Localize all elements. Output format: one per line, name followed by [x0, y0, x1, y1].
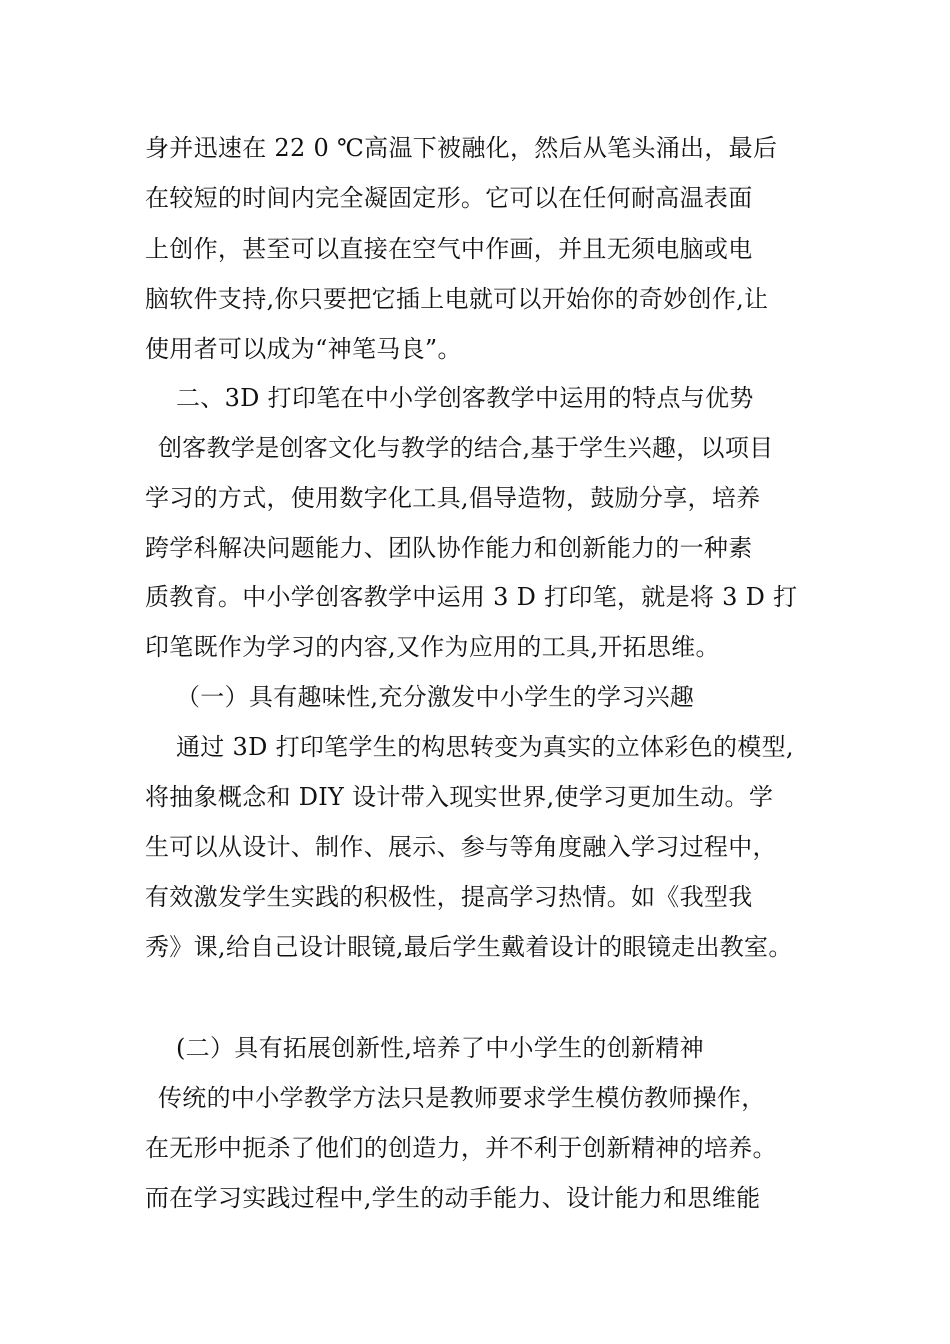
subsection-heading: (二）具有拓展创新性,培养了中小学生的创新精神	[176, 1034, 704, 1062]
body-text-line: 生可以从设计、制作、展示、参与等角度融入学习过程中，	[145, 833, 777, 861]
body-text-line: 跨学科解决问题能力、团队协作能力和创新能力的一种素	[145, 534, 753, 562]
body-text-line: 在无形中扼杀了他们的创造力，并不利于创新精神的培养。	[145, 1134, 777, 1162]
body-text-line: 质教育。中小学创客教学中运用 3 D 打印笔，就是将 3 D 打	[145, 583, 798, 611]
body-text-line: 有效激发学生实践的积极性，提高学习热情。如《我型我	[145, 883, 753, 911]
body-text-line: 使用者可以成为“神笔马良”。	[145, 335, 462, 363]
body-text-line: 脑软件支持,你只要把它插上电就可以开始你的奇妙创作,让	[145, 285, 769, 313]
section-heading: 二、3D 打印笔在中小学创客教学中运用的特点与优势	[176, 384, 754, 412]
subsection-heading: （一）具有趣味性,充分激发中小学生的学习兴趣	[176, 683, 695, 711]
body-text-line: 印笔既作为学习的内容,又作为应用的工具,开拓思维。	[145, 633, 720, 661]
body-text-line: 传统的中小学教学方法只是教师要求学生模仿教师操作，	[158, 1084, 766, 1112]
body-text-line: 在较短的时间内完全凝固定形。它可以在任何耐高温表面	[145, 184, 753, 212]
body-text-line: 而在学习实践过程中,学生的动手能力、设计能力和思维能	[145, 1184, 761, 1212]
body-text-line: 学习的方式，使用数字化工具,倡导造物，鼓励分享，培养	[145, 484, 761, 512]
body-text-line: 通过 3D 打印笔学生的构思转变为真实的立体彩色的模型,	[176, 733, 794, 761]
body-text-line: 上创作，甚至可以直接在空气中作画，并且无须电脑或电	[145, 235, 753, 263]
body-text-line: 创客教学是创客文化与教学的结合,基于学生兴趣，以项目	[158, 434, 774, 462]
body-text-line: 身并迅速在 22 0 ℃高温下被融化，然后从笔头涌出，最后	[145, 134, 778, 162]
body-text-line: 将抽象概念和 DIY 设计带入现实世界,使学习更加生动。学	[145, 783, 774, 811]
body-text-line: 秀》课,给自己设计眼镜,最后学生戴着设计的眼镜走出教室。	[145, 933, 793, 961]
